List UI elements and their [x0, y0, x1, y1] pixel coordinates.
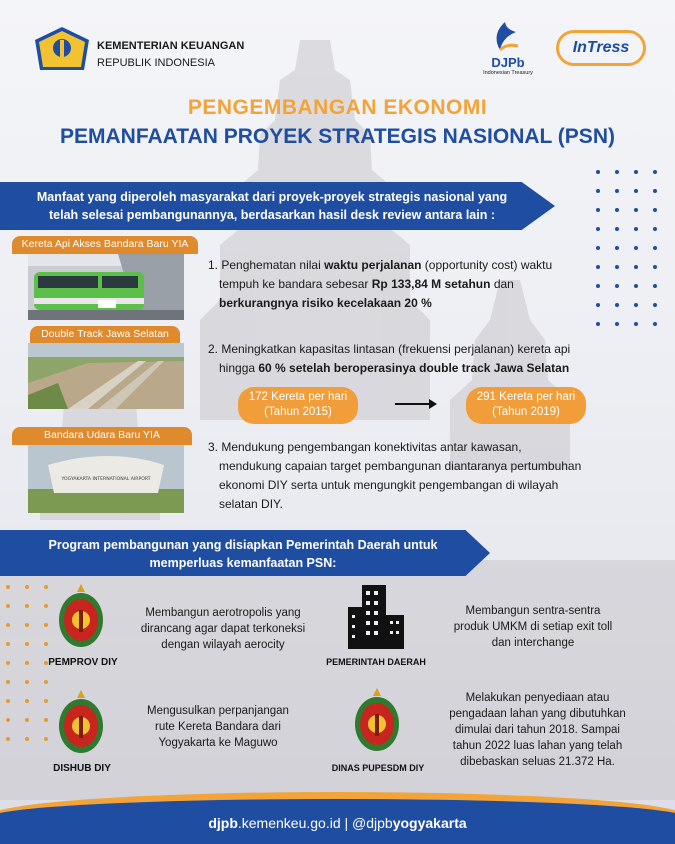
benefit-1-p2: (opportunity cost) waktu	[421, 258, 553, 272]
program-pemprov-l1: Membangun aerotropolis yang	[145, 607, 301, 619]
benefit-1	[208, 256, 623, 313]
ministry-line2: REPUBLIK INDONESIA	[97, 57, 215, 69]
program-desc-pupesdm	[430, 690, 645, 770]
benefit-2-p2: hingga	[219, 361, 259, 375]
program-desc-pemerintah-daerah	[428, 603, 638, 651]
programs-banner-line2: memperluas kemanfaatan PSN:	[149, 556, 337, 570]
intress-logo	[556, 30, 646, 66]
capacity-before-pill	[238, 387, 358, 424]
benefit-3-line2: mendukung capaian target pembangunan diantaranya pertumbuhan	[219, 459, 582, 473]
benefit-1-p1-bold: waktu perjalanan	[324, 258, 422, 272]
program-pemda-l3: dan interchange	[491, 637, 575, 649]
benefits-banner-line2: telah selesai pembangunannya, berdasarkan hasil desk review antara lain :	[48, 208, 496, 222]
pupesdm-emblem-icon	[352, 686, 402, 756]
capacity-after-pill	[466, 387, 586, 424]
airport-photo	[28, 445, 184, 513]
program-pemprov-l2: dirancang agar dapat terkoneksi	[140, 623, 306, 635]
program-pupesdm-l3: dimulai dari tahun 2018. Sampai	[455, 724, 620, 736]
benefit-1-p5-bold: berkurangnya risiko kecelakaan 20 %	[219, 296, 432, 310]
project-label-train: Kereta Api Akses Bandara Baru YIA	[12, 236, 198, 254]
footer-handle-pre: @djpb	[352, 815, 393, 831]
intress-logo-text: InTress	[572, 39, 630, 56]
program-pupesdm-l4: tahun 2022 luas lahan yang telah	[452, 740, 623, 752]
program-dishub-l2: rute Kereta Bandara dari	[155, 721, 281, 733]
benefits-banner-line1: Manfaat yang diperoleh masyarakat dari proyek-proyek strategis nasional yang	[36, 190, 508, 204]
benefit-3	[208, 438, 643, 514]
capacity-after-line1: 291 Kereta per hari	[476, 391, 576, 403]
program-pemda-l2: produk UMKM di setiap exit toll	[453, 621, 613, 633]
program-org-pemerintah-daerah: PEMERINTAH DAERAH	[326, 657, 426, 667]
ministry-line1: KEMENTERIAN KEUANGAN	[97, 40, 245, 52]
arrow-right-icon	[395, 398, 437, 410]
benefits-banner-text	[12, 188, 532, 224]
benefit-1-p1: 1. Penghematan nilai	[208, 258, 325, 272]
double-track-photo	[28, 343, 184, 409]
train-photo	[28, 254, 184, 320]
capacity-after-line2: (Tahun 2019)	[492, 406, 560, 418]
djpb-logo-text: DJPb	[491, 55, 525, 70]
footer-separator: |	[340, 815, 353, 831]
footer-site-bold: djpb	[208, 815, 238, 831]
kemenkeu-logo	[34, 26, 90, 72]
diy-emblem-icon	[56, 582, 106, 652]
airport-sign-text: YOGYAKARTA INTERNATIONAL AIRPORT	[61, 477, 151, 482]
program-dishub-l1: Mengusulkan perpanjangan	[147, 705, 289, 717]
dishub-emblem-icon	[56, 688, 106, 758]
title-line1: PENGEMBANGAN EKONOMI	[187, 96, 488, 119]
title-line2: PEMANFAATAN PROYEK STRATEGIS NASIONAL (PSN)	[60, 125, 615, 148]
footer-site-rest: .kemenkeu.go.id	[237, 815, 341, 831]
program-pemda-l1: Membangun sentra-sentra	[465, 605, 601, 617]
programs-banner-line1: Program pembangunan yang disiapkan Pemerintah Daerah untuk	[48, 538, 438, 552]
program-pemprov-l3: dengan wilayah aerocity	[161, 639, 285, 651]
benefit-2-p1: 2. Meningkatkan kapasitas lintasan (frekuensi perjalanan) kereta api	[208, 342, 571, 356]
benefit-2	[208, 340, 638, 378]
benefit-1-p4: dan	[490, 277, 514, 291]
program-pupesdm-l5: dibebaskan seluas 21.372 Ha.	[460, 756, 615, 768]
benefit-3-line3: ekonomi DIY serta untuk mengungkit pengembangan di wilayah	[219, 478, 559, 492]
benefit-2-p2-bold: 60 % setelah beroperasinya double track Jawa Selatan	[258, 361, 570, 375]
ministry-name	[97, 38, 244, 72]
program-desc-dishub	[118, 703, 318, 751]
program-dishub-l3: Yogyakarta ke Maguwo	[158, 737, 278, 749]
program-pupesdm-l2: pengadaan lahan yang dibutuhkan	[449, 708, 626, 720]
benefit-3-line1: 3. Mendukung pengembangan konektivitas antar kawasan,	[208, 440, 522, 454]
capacity-before-line1: 172 Kereta per hari	[248, 391, 348, 403]
footer-handle-bold: yogyakarta	[392, 815, 467, 831]
program-desc-pemprov	[118, 605, 328, 653]
city-buildings-icon	[344, 585, 408, 649]
program-org-dishub: DISHUB DIY	[53, 763, 111, 774]
djpb-logo-sub: Indonesian Treasury	[483, 70, 533, 76]
benefit-1-p3-bold: Rp 133,84 M setahun	[371, 277, 491, 291]
benefit-1-p3: tempuh ke bandara sebesar	[219, 277, 372, 291]
project-label-double-track: Double Track Jawa Selatan	[30, 326, 180, 343]
djpb-logo-icon	[490, 20, 520, 56]
project-label-airport: Bandara Udara Baru YIA	[12, 427, 192, 445]
benefit-3-line4: selatan DIY.	[219, 497, 283, 511]
program-org-pupesdm: DINAS PUPESDM DIY	[331, 763, 425, 773]
footer-text	[0, 815, 675, 831]
programs-banner-text	[8, 536, 478, 572]
program-pupesdm-l1: Melakukan penyediaan atau	[465, 692, 610, 704]
program-org-pemprov: PEMPROV DIY	[48, 657, 118, 668]
capacity-before-line2: (Tahun 2015)	[264, 406, 332, 418]
